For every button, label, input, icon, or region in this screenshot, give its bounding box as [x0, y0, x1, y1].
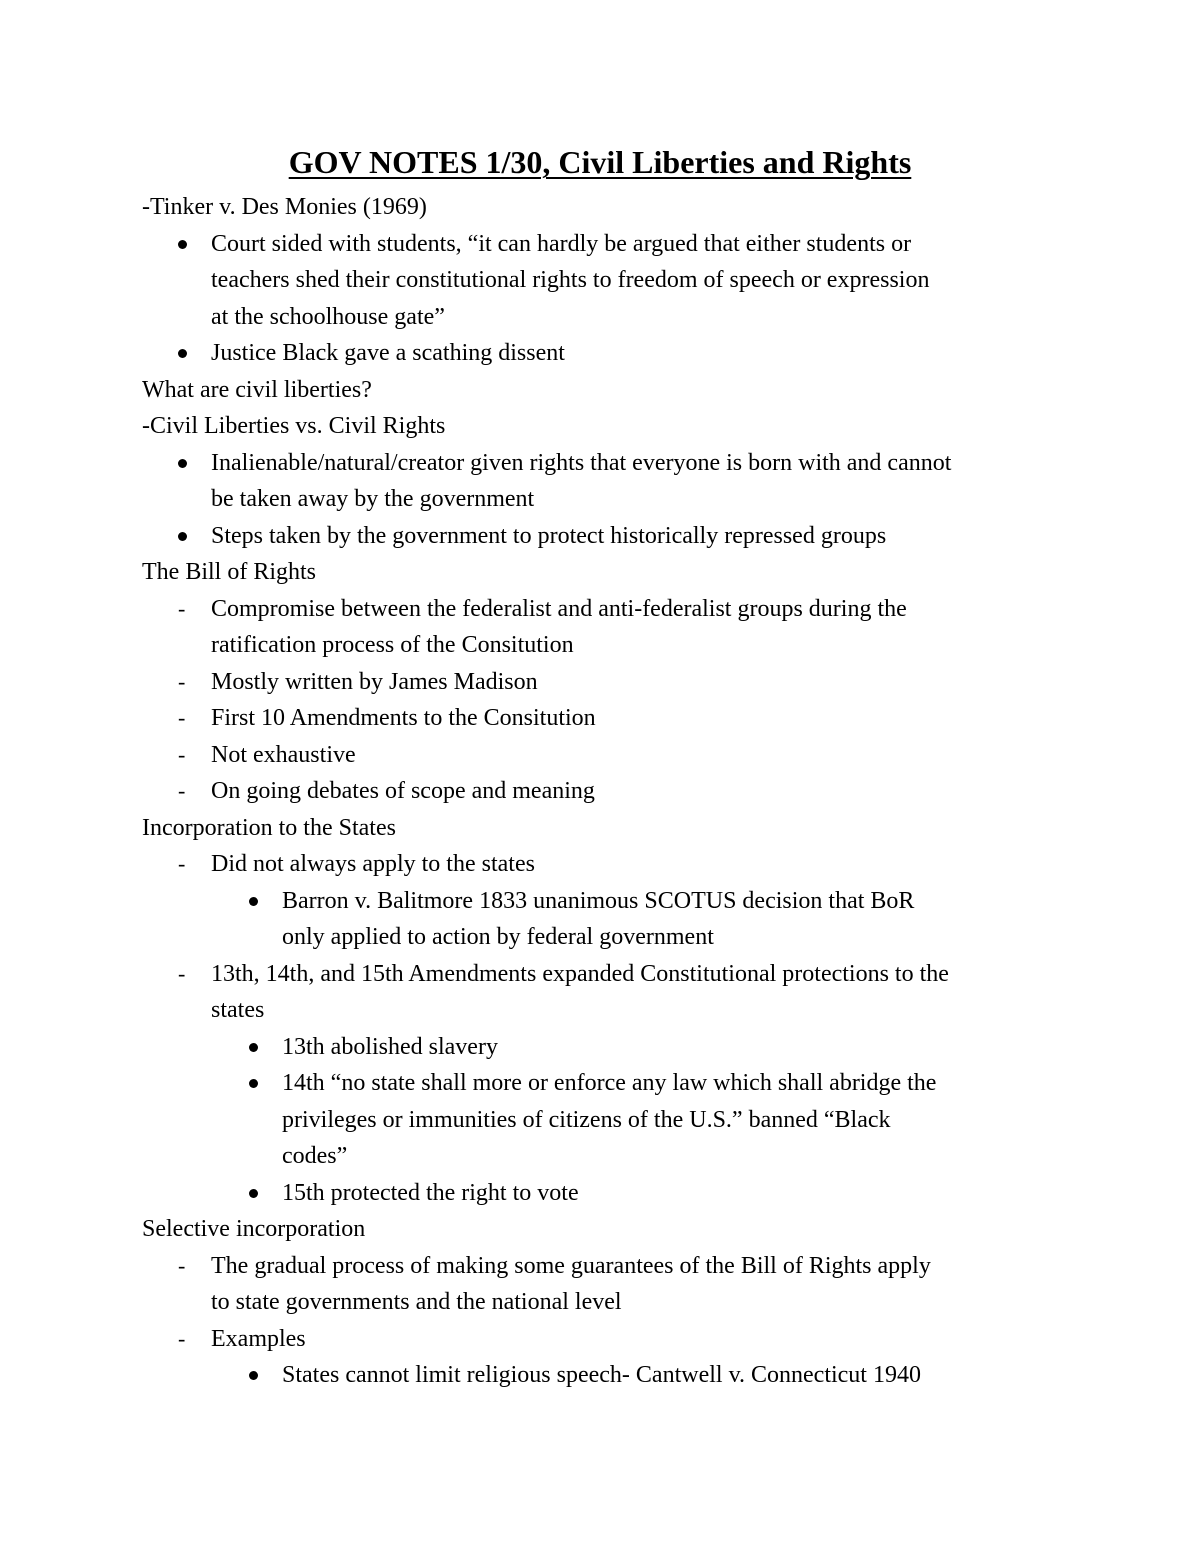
list-item — [142, 700, 1082, 737]
bullet-dot — [249, 1189, 258, 1198]
bullet-dot — [178, 532, 187, 541]
list-item — [142, 591, 1082, 664]
list-item-text: states — [211, 997, 265, 1023]
list-item-text: ratification process of the Consitution — [211, 632, 574, 658]
list-item — [142, 846, 1082, 883]
list-item — [142, 1175, 1082, 1212]
bullet-dot — [178, 349, 187, 358]
section-heading: Selective incorporation — [142, 1216, 366, 1242]
list-item — [142, 226, 1082, 336]
list-item-text: 14th “no state shall more or enforce any law which shall abridge the — [282, 1070, 937, 1096]
section-heading: -Tinker v. Des Monies (1969) — [142, 194, 427, 220]
section-heading: -Civil Liberties vs. Civil Rights — [142, 413, 446, 439]
notes-body — [142, 189, 1082, 1394]
notes-section — [142, 554, 1082, 810]
list-item-text: only applied to action by federal government — [282, 924, 714, 950]
list-item — [142, 883, 1082, 956]
section-heading: The Bill of Rights — [142, 559, 316, 585]
list-item-text: Mostly written by James Madison — [211, 668, 538, 695]
dash-marker: - — [178, 705, 186, 730]
list-item-text: On going debates of scope and meaning — [211, 778, 595, 804]
list-item — [142, 1029, 1082, 1066]
dash-marker: - — [178, 778, 186, 803]
list-item-text: Court sided with students, “it can hardly be argued that either students or — [211, 230, 912, 257]
list-item — [142, 664, 1082, 701]
list-item — [142, 1065, 1082, 1175]
list-item — [142, 445, 1082, 518]
dash-marker: - — [178, 1252, 186, 1278]
list-item-text: Justice Black gave a scathing dissent — [211, 340, 565, 366]
list-item — [142, 1321, 1082, 1358]
list-item-text: be taken away by the government — [211, 486, 535, 512]
bullet-dot — [249, 1371, 258, 1380]
bullet-dot — [178, 459, 187, 468]
list-item-text: to state governments and the national level — [211, 1289, 622, 1315]
bullet-dot — [249, 1079, 258, 1088]
notes-section — [142, 408, 1082, 554]
list-item — [142, 737, 1082, 774]
notes-section — [142, 372, 1082, 409]
list-item-text: 13th, 14th, and 15th Amendments expanded Constitutional protections to the — [211, 960, 949, 987]
list-item-text: teachers shed their constitutional rights to freedom of speech or expression — [211, 267, 930, 293]
list-item-text: privileges or immunities of citizens of the U.S.” banned “Black — [282, 1106, 891, 1133]
page-title: GOV NOTES 1/30, Civil Liberties and Rights — [288, 144, 912, 180]
list-item-text: Examples — [211, 1325, 306, 1352]
list-item — [142, 773, 1082, 810]
list-item-text: Steps taken by the government to protect historically repressed groups — [211, 522, 887, 549]
dash-marker: - — [178, 668, 186, 694]
list-item-text: Did not always apply to the states — [211, 851, 535, 877]
list-item — [142, 1357, 1082, 1394]
notes-section — [142, 1211, 1082, 1394]
dash-marker: - — [178, 960, 186, 986]
bullet-dot — [249, 897, 258, 906]
list-item-text: The gradual process of making some guarantees of the Bill of Rights apply — [211, 1252, 931, 1279]
list-item-text: First 10 Amendments to the Consitution — [211, 705, 596, 731]
list-item-text: codes” — [282, 1143, 348, 1169]
list-item-text: Barron v. Balitmore 1833 unanimous SCOTUS decision that BoR — [282, 887, 915, 914]
dash-marker: - — [178, 851, 186, 876]
section-heading: What are civil liberties? — [142, 376, 372, 403]
notes-section — [142, 189, 1082, 372]
list-item-text: Compromise between the federalist and anti-federalist groups during the — [211, 595, 907, 622]
bullet-dot — [178, 240, 187, 249]
section-heading: Incorporation to the States — [142, 814, 396, 841]
list-item-text: Not exhaustive — [211, 741, 356, 768]
bullet-dot — [249, 1043, 258, 1052]
list-item — [142, 956, 1082, 1029]
list-item-text: at the schoolhouse gate” — [211, 303, 445, 330]
notes-section — [142, 810, 1082, 1212]
list-item-text: 13th abolished slavery — [282, 1033, 498, 1060]
dash-marker: - — [178, 741, 186, 767]
list-item — [142, 1248, 1082, 1321]
dash-marker: - — [178, 595, 186, 621]
list-item-text: 15th protected the right to vote — [282, 1179, 579, 1206]
list-item-text: States cannot limit religious speech- Cantwell v. Connecticut 1940 — [282, 1362, 921, 1388]
list-item — [142, 518, 1082, 555]
list-item — [142, 335, 1082, 372]
dash-marker: - — [178, 1325, 186, 1351]
list-item-text: Inalienable/natural/creator given rights that everyone is born with and cannot — [211, 449, 952, 476]
